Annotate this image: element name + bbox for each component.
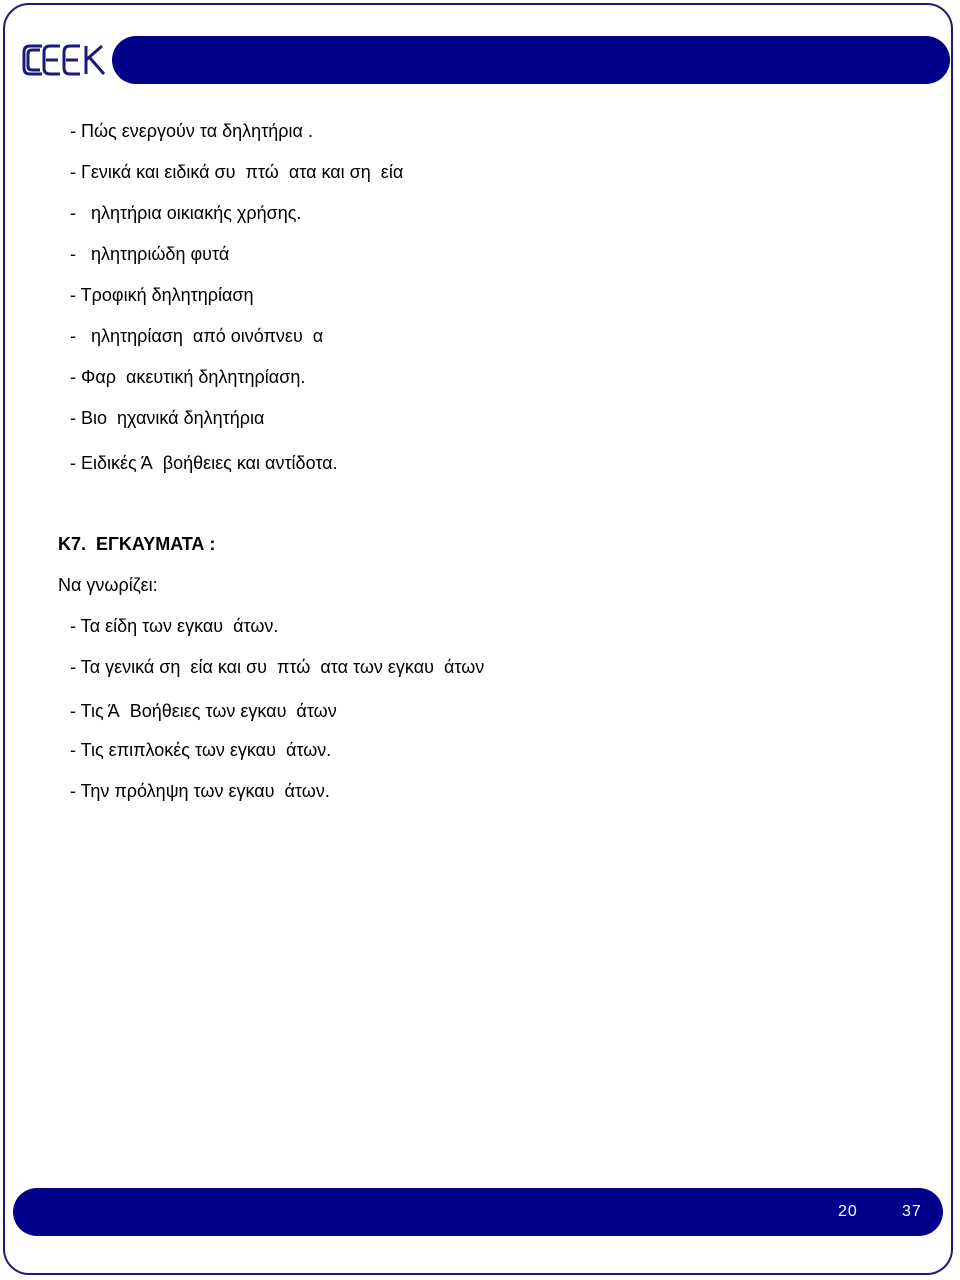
list-item: - ηλητήρια οικιακής χρήσης. [70,203,302,223]
list-item: - Τις Ά Βοήθειες των εγκαυ άτων [70,701,337,721]
section-intro: Να γνωρίζει: [58,575,158,595]
page-number: 20 [838,1203,858,1220]
header-bar [112,36,950,84]
list-item: - Ειδικές Ά βοήθειες και αντίδοτα. [70,453,338,473]
list-item: - Τα είδη των εγκαυ άτων. [70,616,279,636]
footer-bar [13,1188,943,1236]
ceek-logo [20,40,108,80]
list-item: - Βιο ηχανικά δηλητήρια [70,408,265,428]
page-total: 37 [902,1203,922,1220]
section-heading: Κ7. ΕΓΚΑΥΜΑΤΑ : [58,534,216,554]
list-item: - Την πρόληψη των εγκαυ άτων. [70,781,330,801]
list-item: - ηλητηρίαση από οινόπνευ α [70,326,324,346]
list-item: - Πώς ενεργούν τα δηλητήρια . [70,121,313,141]
list-item: - Τροφική δηλητηρίαση [70,285,254,305]
list-item: - Τα γενικά ση εία και συ πτώ ατα των εγκαυ άτων [70,657,485,677]
list-item: - Φαρ ακευτική δηλητηρίαση. [70,367,306,387]
list-item: - ηλητηριώδη φυτά [70,244,230,264]
list-item: - Τις επιπλοκές των εγκαυ άτων. [70,740,332,760]
list-item: - Γενικά και ειδικά συ πτώ ατα και ση εία [70,162,404,182]
page-frame [3,3,953,1275]
